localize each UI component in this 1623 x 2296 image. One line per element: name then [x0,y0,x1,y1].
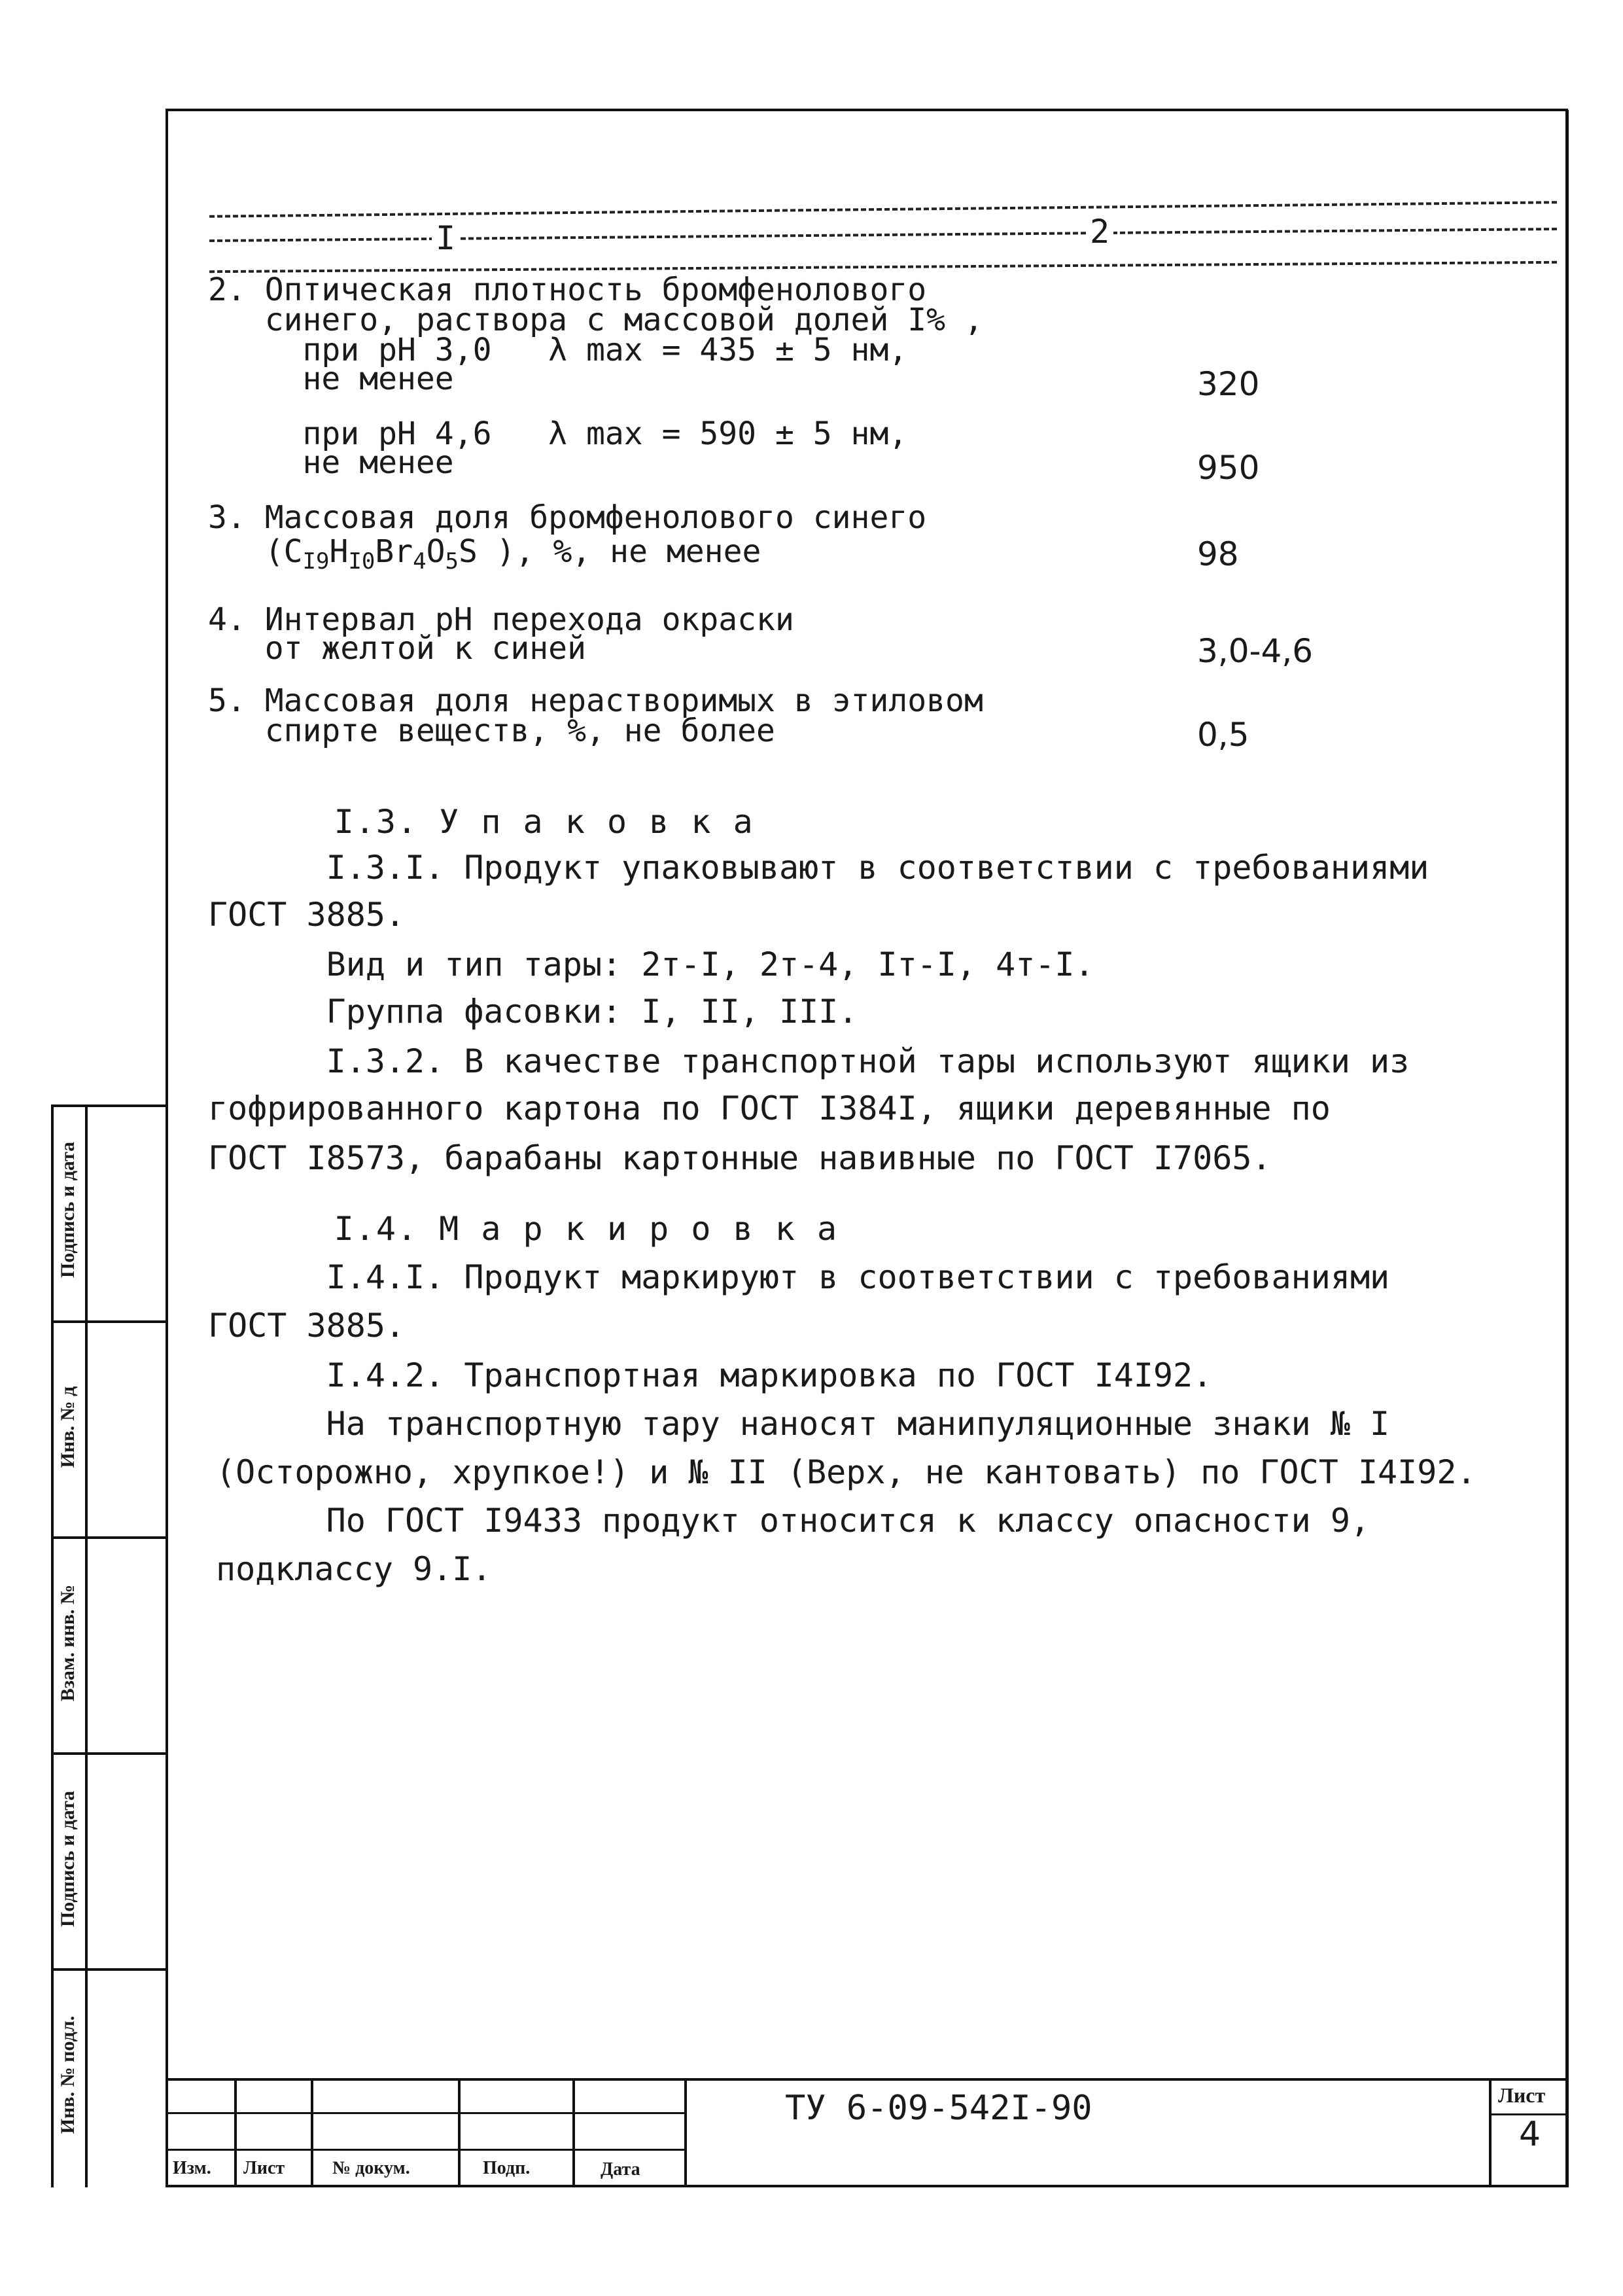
row-2-line-2: синего, раствора с массовой долей I% , [208,302,983,338]
sidebar-label-signature-date: Подпись и дата [57,1141,79,1279]
row-3-line-1: 3. Массовая доля бромфенолового синего [208,499,927,536]
body-line: гофрированного картона по ГОСТ I384I, ящики деревянные по [208,1089,1331,1127]
body-line: На транспортную тару наносят манипуляционные знаки № I [208,1405,1390,1443]
sidebar-label-inv-dup: Инв. № д [57,1386,79,1468]
row-4-line-1: 4. Интервал pH перехода окраски [208,601,794,638]
body-line: По ГОСТ I9433 продукт относится к классу опасности 9, [208,1502,1370,1540]
row-2-sub-2-value: 950 [1197,449,1260,487]
body-line: подклассу 9.I. [216,1550,492,1588]
table-header-dash-mid [209,228,1557,242]
row-3-formula: ($C_{I9}H_{I0}Br_4O_5S$ ), %, не менее [208,533,761,574]
section-heading-marking: I.4. М а р к и р о в к а [208,1210,839,1248]
title-block-label-signature: Подп. [483,2158,531,2178]
title-block-col-line [458,2078,461,2187]
title-block-label-date: Дата [601,2159,640,2180]
row-5-line-1: 5. Массовая доля нерастворимых в этиловом [208,682,983,719]
sidebar-inner-line [85,1104,88,2187]
title-block-col-line [234,2078,237,2187]
frame-bottom-border [166,2185,1568,2187]
body-line: I.3.I. Продукт упаковывают в соответствии с требованиями [208,849,1429,887]
row-2-line-1: 2. Оптическая плотность бромфенолового [208,272,927,308]
title-block-label-doc-number: № докум. [332,2158,410,2178]
sidebar-label-signature-date-2: Подпись и дата [57,1790,79,1928]
title-block-label-change: Изм. [173,2158,211,2178]
title-block-col-line [572,2078,575,2187]
document-code: ТУ 6-09-542I-90 [785,2089,1092,2128]
frame-top-border [166,109,1568,111]
row-5-value: 0,5 [1197,716,1249,754]
body-line: I.4.2. Транспортная маркировка по ГОСТ I4I92. [208,1356,1213,1394]
sidebar-outer-line [51,1104,54,2187]
body-line: I.4.I. Продукт маркируют в соответствии с требованиями [208,1258,1390,1296]
row-2-sub-1-line-2: не менее [208,361,454,397]
body-line: ГОСТ I8573, барабаны картонные навивные по ГОСТ I7065. [208,1139,1272,1177]
body-line: (Осторожно, хрупкое!) и № II (Верх, не кантовать) по ГОСТ I4I92. [216,1453,1476,1491]
title-block-col-line [311,2078,313,2187]
sidebar-label-replacement-inv: Взам. инв. № [57,1584,79,1702]
row-5-line-2: спирте веществ, %, не более [208,713,775,749]
sheet-number: 4 [1519,2115,1541,2154]
row-2-sub-1-value: 320 [1197,365,1260,403]
table-header-dash-top [209,201,1557,218]
row-4-value: 3,0-4,6 [1197,632,1314,670]
row-4-line-2: от желтой к синей [208,630,586,667]
sidebar-label-inv-original: Инв. № подл. [57,2015,79,2134]
title-block-label-sheet: Лист [243,2158,285,2178]
body-line: Группа фасовки: I, II, III. [208,993,858,1031]
title-block-top-line [166,2078,1568,2081]
row-2-sub-1-line-1: при pH 3,0 λ max = 435 ± 5 нм, [208,332,908,368]
row-2-sub-2-line-1: при pH 4,6 λ max = 590 ± 5 нм, [208,415,908,452]
body-line: I.3.2. В качестве транспортной тары используют ящики из [208,1042,1410,1080]
row-2-sub-2-line-2: не менее [208,444,454,481]
row-3-value: 98 [1197,535,1239,573]
body-line: Вид и тип тары: 2т-I, 2т-4, Iт-I, 4т-I. [208,945,1094,983]
frame-right-border [1565,110,1569,2187]
section-heading-packaging: I.3. У п а к о в к а [208,803,754,841]
title-block-sheet-divider [1489,2078,1492,2187]
table-column-2-header: 2 [1086,213,1113,250]
table-column-1-header: I [432,220,459,256]
title-block-col-line [684,2078,687,2187]
frame-left-border [166,110,168,2187]
body-line: ГОСТ 3885. [208,1307,406,1345]
body-line: ГОСТ 3885. [208,896,406,934]
title-block-row-line [166,2149,687,2151]
sheet-label: Лист [1498,2083,1546,2107]
title-block-row-line [166,2112,687,2114]
